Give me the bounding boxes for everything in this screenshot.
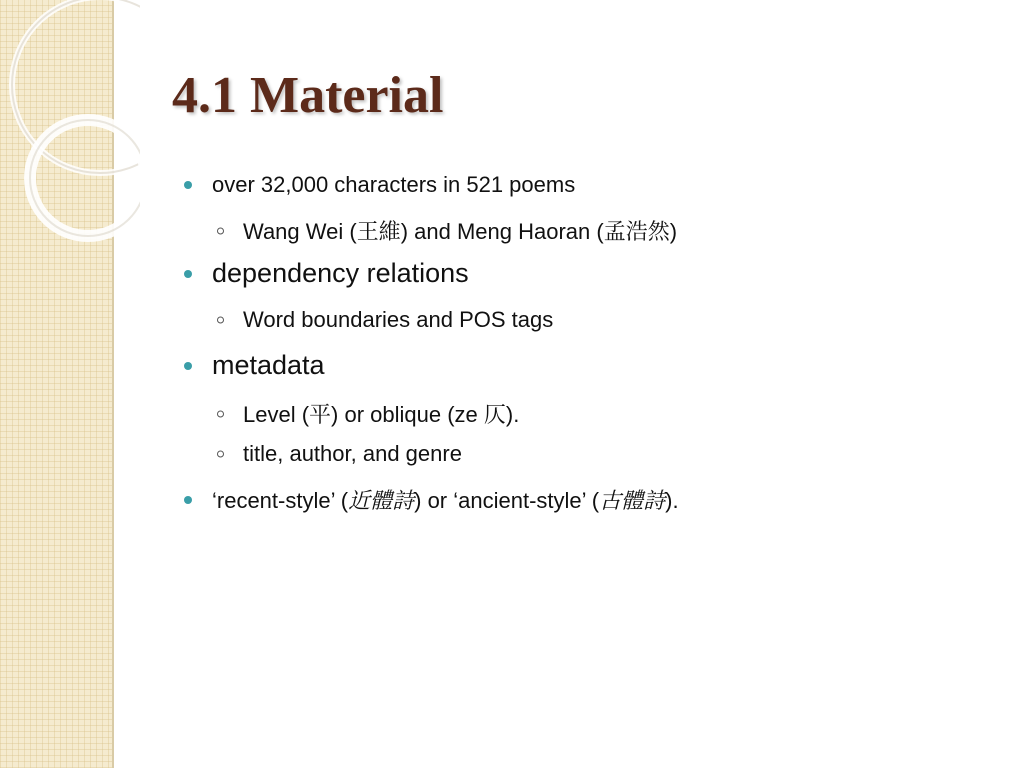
- large-ring: [12, 0, 140, 173]
- bullet-text: Wang Wei (王維) and Meng Haoran (孟浩然): [243, 219, 678, 244]
- bullet-text: title, author, and genre: [243, 441, 462, 466]
- sub-bullet-circle-icon: [217, 317, 224, 324]
- bullet-text: over 32,000 characters in 521 poems: [212, 172, 576, 197]
- sub-bullet-circle-icon: [217, 227, 224, 234]
- bullet-dot-icon: [184, 181, 192, 189]
- bullet-text-part-italic: 古體詩: [599, 488, 666, 513]
- bullet-text-part: ‘recent-style’ (: [212, 488, 349, 513]
- bullet-text: Word boundaries and POS tags: [243, 307, 554, 332]
- decorative-circles: [0, 0, 140, 260]
- bullet-dot-icon: [184, 496, 192, 504]
- bullet-item: [212, 484, 679, 515]
- bullet-text-part-italic: 近體詩: [348, 488, 415, 513]
- slide-title: 4.1 Material: [172, 67, 444, 124]
- bullet-item: [212, 258, 469, 289]
- bullet-item: [212, 350, 325, 381]
- bullet-text-part: ) or ‘ancient-style’ (: [414, 488, 600, 513]
- bullet-item: [212, 172, 575, 198]
- sub-bullet-item: [243, 307, 553, 333]
- bullet-text: metadata: [212, 350, 325, 380]
- bullet-dot-icon: [184, 362, 192, 370]
- bullet-dot-icon: [184, 270, 192, 278]
- bullet-text-part: ).: [665, 488, 679, 513]
- sub-bullet-item: [243, 215, 677, 246]
- bullet-text: dependency relations: [212, 258, 469, 288]
- sub-bullet-circle-icon: [217, 410, 224, 417]
- sub-bullet-item: [243, 441, 462, 467]
- sub-bullet-item: [243, 398, 519, 429]
- sub-bullet-circle-icon: [217, 451, 224, 458]
- bullet-text: Level (平) or oblique (ze 仄).: [243, 402, 520, 427]
